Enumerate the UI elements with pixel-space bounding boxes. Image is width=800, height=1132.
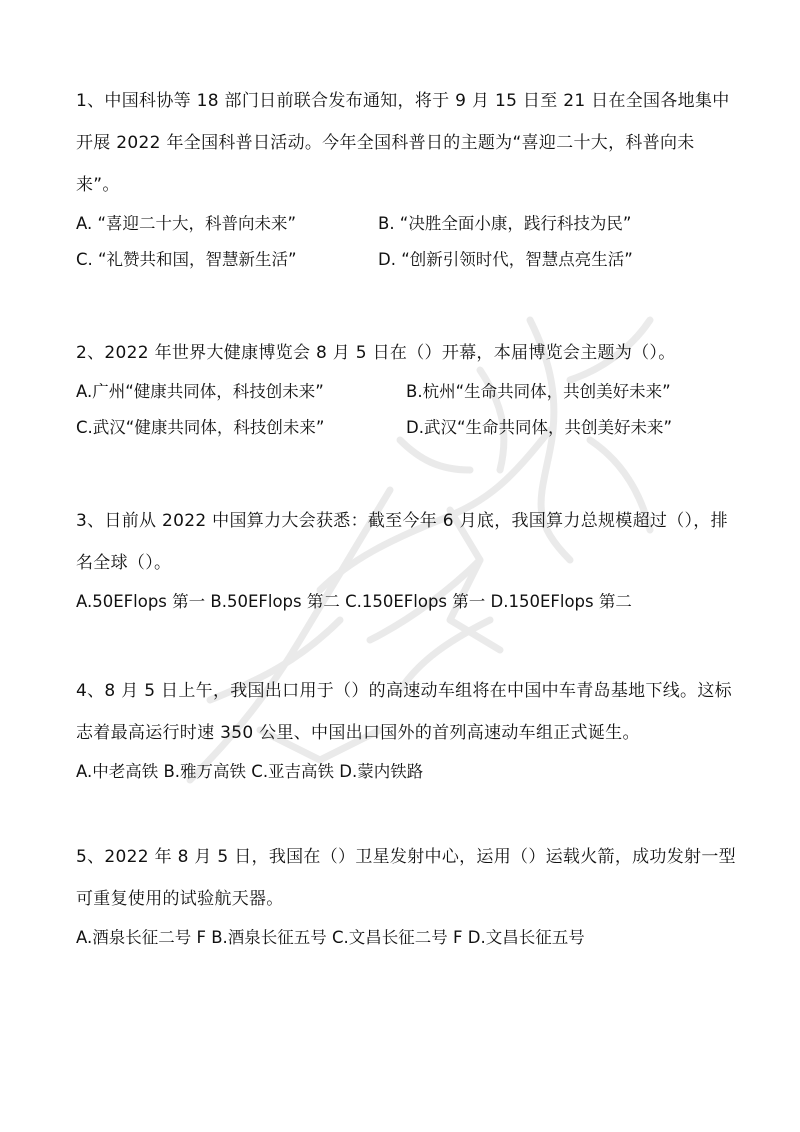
options-line: A.50EFlops 第一 B.50EFlops 第二 C.150EFlops 第一 D.150EFlops 第二 xyxy=(76,592,632,611)
question-stem: 4、8 月 5 日上午，我国出口用于（）的高速动车组将在中国中车青岛基地下线。这标志着最高运行时速 350 公里、中国出口国外的首列高速动车组正式诞生。 xyxy=(76,681,732,743)
option-b: B. “决胜全面小康，践行科技为民” xyxy=(378,214,632,233)
options-line: A.中老高铁 B.雅万高铁 C.亚吉高铁 D.蒙内铁路 xyxy=(76,762,424,781)
question-3 xyxy=(76,500,736,620)
question-stem: 2、2022 年世界大健康博览会 8 月 5 日在（）开幕，本届博览会主题为（）。 xyxy=(76,343,676,363)
option-a: A. “喜迎二十大，科普向未来” xyxy=(76,214,297,233)
question-stem: 3、日前从 2022 中国算力大会获悉：截至今年 6 月底，我国算力总规模超过（），排名全球（）。 xyxy=(76,511,728,573)
question-5 xyxy=(76,836,736,956)
options-row xyxy=(76,242,736,278)
question-stem: 1、中国科协等 18 部门日前联合发布通知，将于 9 月 15 日至 21 日在全国各地集中开展 2022 年全国科普日活动。今年全国科普日的主题为“喜迎二十大，科普向未来”。 xyxy=(76,91,730,195)
options-row xyxy=(76,410,736,446)
question-2 xyxy=(76,332,736,446)
option-d: D.武汉“生命共同体，共创美好未来” xyxy=(406,418,673,437)
option-b: B.杭州“生命共同体，共创美好未来” xyxy=(406,382,671,401)
options-row xyxy=(76,374,736,410)
question-4 xyxy=(76,670,736,790)
option-a: A.广州“健康共同体，科技创未来” xyxy=(76,382,324,401)
question-1 xyxy=(76,80,736,278)
question-stem: 5、2022 年 8 月 5 日，我国在（）卫星发射中心，运用（）运载火箭，成功发射一型可重复使用的试验航天器。 xyxy=(76,847,736,909)
option-d: D. “创新引领时代，智慧点亮生活” xyxy=(378,250,633,269)
options-row xyxy=(76,206,736,242)
option-c: C. “礼赞共和国，智慧新生活” xyxy=(76,250,297,269)
option-c: C.武汉“健康共同体，科技创未来” xyxy=(76,418,325,437)
options-line: A.酒泉长征二号 F B.酒泉长征五号 C.文昌长征二号 F D.文昌长征五号 xyxy=(76,928,585,947)
